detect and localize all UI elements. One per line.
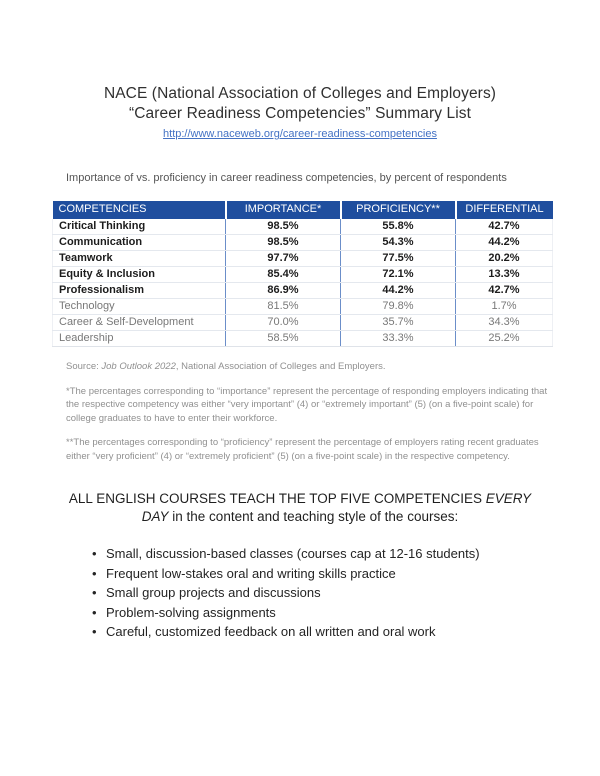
proficiency-footnote: **The percentages corresponding to “proficiency” represent the percentage of employers rating recent graduates either “very proficient” (4) or “extremely proficient” (5) (on a five-point scale) in the respective competency. [66,437,539,462]
column-header-differential: DIFFERENTIAL [456,201,553,219]
source-suffix: , National Association of Colleges and Employers. [175,361,386,372]
page-title-line1: NACE (National Association of Colleges and Employers) [103,85,497,102]
importance-footnote: *The percentages corresponding to “importance” represent the percentage of responding employers indicating that the respective competency was either “very important” (4) or “extremely important” (5) (on a five-point scale) for college graduates to have to enter their workforce. [66,385,548,424]
competency-name: Leadership [53,331,226,347]
source-prefix: Source: [66,361,102,372]
importance-value: 98.5% [226,235,341,251]
competency-name: Career & Self-Development [53,315,226,331]
nace-website-link[interactable]: http://www.naceweb.org/career-readiness-competencies [163,128,437,140]
importance-value: 81.5% [226,299,341,315]
importance-value: 58.5% [226,331,341,347]
importance-value: 70.0% [226,315,341,331]
competencies-table [52,201,553,347]
heading-part1: ALL ENGLISH COURSES TEACH THE TOP FIVE COMPETENCIES [68,491,486,506]
heading-every-day-italic: EVERY DAY [141,491,532,524]
table-row-communication [53,235,553,251]
table-row-leadership [53,331,553,347]
proficiency-value: 54.3% [341,235,456,251]
importance-value: 86.9% [226,283,341,299]
competencies-table-container [52,201,552,347]
differential-value: 1.7% [456,299,553,315]
column-header-proficiency: PROFICIENCY** [341,201,456,219]
differential-value: 44.2% [456,235,553,251]
competency-name: Professionalism [53,283,226,299]
document-header [0,0,600,141]
proficiency-value: 79.8% [341,299,456,315]
importance-value: 85.4% [226,267,341,283]
proficiency-value: 77.5% [341,251,456,267]
proficiency-value: 33.3% [341,331,456,347]
differential-value: 13.3% [456,267,553,283]
proficiency-value: 72.1% [341,267,456,283]
link-container [0,127,600,141]
courses-heading [56,490,544,526]
competency-name: Technology [53,299,226,315]
proficiency-value: 35.7% [341,315,456,331]
course-features-list [92,544,560,642]
list-item-low-stakes-practice: • Frequent low-stakes oral and writing skills practice [92,564,560,584]
heading-part2: in the content and teaching style of the courses: [168,509,459,524]
table-row-critical-thinking [53,219,553,235]
table-header-row [53,201,553,219]
list-item-small-classes: • Small, discussion-based classes (courses cap at 12-16 students) [92,544,560,564]
importance-value: 98.5% [226,219,341,235]
table-row-teamwork [53,251,553,267]
table-row-career-self-development [53,315,553,331]
competency-name: Teamwork [53,251,226,267]
list-item-customized-feedback: • Careful, customized feedback on all written and oral work [92,622,560,642]
differential-value: 42.7% [456,219,553,235]
proficiency-value: 44.2% [341,283,456,299]
differential-value: 34.3% [456,315,553,331]
source-note [66,360,554,374]
competency-name: Critical Thinking [53,219,226,235]
differential-value: 20.2% [456,251,553,267]
list-item-problem-solving: • Problem-solving assignments [92,603,560,623]
table-caption: Importance of vs. proficiency in career readiness competencies, by percent of respondents [66,172,507,184]
competency-name: Equity & Inclusion [53,267,226,283]
table-row-equity-inclusion [53,267,553,283]
differential-value: 42.7% [456,283,553,299]
table-row-professionalism [53,283,553,299]
table-row-technology [53,299,553,315]
list-item-group-projects: • Small group projects and discussions [92,583,560,603]
column-header-competencies: COMPETENCIES [53,201,226,219]
page-title-line2: “Career Readiness Competencies” Summary List [128,105,472,122]
competency-name: Communication [53,235,226,251]
source-publication: Job Outlook 2022 [101,361,176,372]
column-header-importance: IMPORTANCE* [226,201,341,219]
table-notes [66,360,554,463]
importance-value: 97.7% [226,251,341,267]
proficiency-value: 55.8% [341,219,456,235]
differential-value: 25.2% [456,331,553,347]
